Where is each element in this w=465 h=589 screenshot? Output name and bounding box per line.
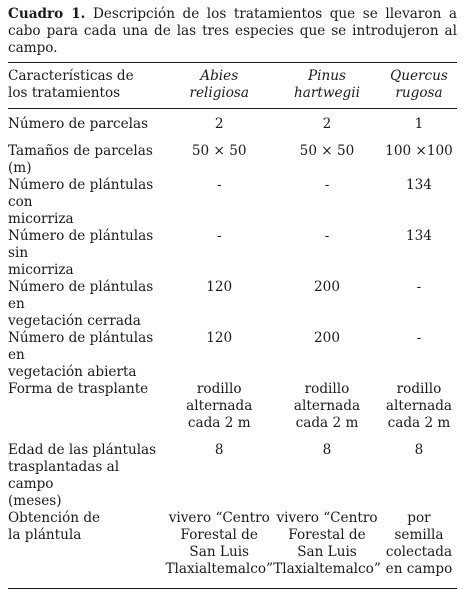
row-value-cell bbox=[165, 143, 273, 177]
caption-label: Cuadro 1. bbox=[8, 6, 86, 22]
row-value-line: 134 bbox=[406, 228, 432, 244]
row-value-line: 200 bbox=[314, 330, 340, 346]
row-value-line: 2 bbox=[214, 116, 224, 132]
species-epithet: hartwegii bbox=[294, 85, 360, 101]
row-value-cell bbox=[165, 177, 273, 228]
row-value-cell bbox=[165, 510, 273, 589]
row-value-line: alternada bbox=[293, 398, 361, 414]
row-value-line: vivero “Centro bbox=[276, 510, 378, 526]
table-row bbox=[8, 143, 457, 177]
row-value-line: colectada bbox=[385, 544, 453, 560]
row-label bbox=[8, 143, 165, 177]
treatments-table bbox=[8, 63, 457, 589]
row-value-line: 1 bbox=[414, 116, 424, 132]
row-label bbox=[8, 330, 165, 381]
row-value-cell bbox=[381, 381, 457, 442]
row-value-cell bbox=[273, 510, 381, 589]
row-value-cell bbox=[165, 228, 273, 279]
header-species-quercus bbox=[381, 63, 457, 109]
row-label-line: micorriza bbox=[8, 211, 74, 227]
table-body bbox=[8, 109, 457, 589]
row-value-cell bbox=[381, 442, 457, 510]
row-value-cell bbox=[381, 228, 457, 279]
row-value-cell bbox=[273, 143, 381, 177]
table-row bbox=[8, 109, 457, 144]
row-value-line: 8 bbox=[322, 442, 332, 458]
row-value-cell bbox=[165, 442, 273, 510]
row-value-line: por semilla bbox=[394, 510, 444, 543]
row-label-line: Número de plántulas con bbox=[8, 177, 154, 210]
row-value-line: Tlaxialtemalco” bbox=[273, 561, 381, 577]
row-value-line: vivero “Centro bbox=[168, 510, 270, 526]
row-label-line: Edad de las plántulas bbox=[8, 442, 157, 458]
row-label-line: Número de plántulas en bbox=[8, 279, 154, 312]
row-value-line: en campo bbox=[385, 561, 453, 577]
row-value-line: San Luis bbox=[297, 544, 357, 560]
row-value-cell bbox=[273, 330, 381, 381]
header-species-pinus bbox=[273, 63, 381, 109]
row-value-line: San Luis bbox=[189, 544, 250, 560]
row-value-line: 100 ×100 bbox=[385, 143, 453, 159]
header-species-abies bbox=[165, 63, 273, 109]
row-value-cell bbox=[381, 279, 457, 330]
row-label-line: Número de parcelas bbox=[8, 116, 149, 132]
row-value-line: rodillo bbox=[396, 381, 442, 397]
row-value-line: 8 bbox=[414, 442, 424, 458]
row-label bbox=[8, 510, 165, 589]
species-genus: Quercus bbox=[390, 68, 448, 84]
row-value-cell bbox=[165, 381, 273, 442]
row-value-cell bbox=[273, 381, 381, 442]
row-value-line: 50 × 50 bbox=[191, 143, 247, 159]
row-value-line: Forestal de bbox=[180, 527, 258, 543]
row-label-line: Obtención de bbox=[8, 510, 101, 526]
row-label-line: micorriza bbox=[8, 262, 74, 278]
row-value-line: - bbox=[416, 279, 422, 295]
table-caption bbox=[8, 6, 457, 57]
row-value-cell bbox=[165, 109, 273, 144]
row-value-cell bbox=[273, 228, 381, 279]
row-value-cell bbox=[165, 279, 273, 330]
row-value-line: Tlaxialtemalco” bbox=[165, 561, 274, 577]
row-value-line: 50 × 50 bbox=[299, 143, 355, 159]
row-value-cell bbox=[165, 330, 273, 381]
table-row bbox=[8, 442, 457, 510]
row-value-cell bbox=[381, 109, 457, 144]
row-value-cell bbox=[381, 177, 457, 228]
row-label-line: Forma de trasplante bbox=[8, 381, 149, 397]
table-row bbox=[8, 177, 457, 228]
row-value-line: cada 2 m bbox=[387, 415, 451, 431]
row-value-cell bbox=[381, 510, 457, 589]
row-value-cell bbox=[381, 330, 457, 381]
species-epithet: rugosa bbox=[395, 85, 443, 101]
row-value-cell bbox=[273, 442, 381, 510]
row-value-line: rodillo bbox=[196, 381, 242, 397]
row-value-line: 120 bbox=[206, 330, 233, 346]
row-label-line: Número de plántulas en bbox=[8, 330, 154, 363]
table-row bbox=[8, 510, 457, 589]
row-value-line: alternada bbox=[385, 398, 453, 414]
row-label-line: vegetación abierta bbox=[8, 364, 137, 380]
row-label bbox=[8, 442, 165, 510]
header-characteristics-line: los tratamientos bbox=[8, 85, 121, 101]
row-value-cell bbox=[273, 109, 381, 144]
row-label bbox=[8, 279, 165, 330]
header-characteristics bbox=[8, 63, 165, 109]
row-value-line: - bbox=[416, 330, 422, 346]
row-value-line: - bbox=[324, 228, 330, 244]
row-value-cell bbox=[273, 177, 381, 228]
row-value-cell bbox=[381, 143, 457, 177]
species-epithet: religiosa bbox=[189, 85, 250, 101]
table-row bbox=[8, 381, 457, 442]
row-value-line: - bbox=[216, 177, 222, 193]
row-label-line: trasplantadas al campo bbox=[8, 459, 120, 492]
table-row bbox=[8, 330, 457, 381]
row-label bbox=[8, 109, 165, 144]
row-value-line: 200 bbox=[314, 279, 340, 295]
row-label bbox=[8, 177, 165, 228]
row-value-line: 134 bbox=[406, 177, 432, 193]
species-genus: Abies bbox=[200, 68, 239, 84]
table-row bbox=[8, 279, 457, 330]
row-value-line: - bbox=[216, 228, 222, 244]
row-value-line: 8 bbox=[214, 442, 224, 458]
row-label-line: (meses) bbox=[8, 493, 62, 509]
row-value-line: cada 2 m bbox=[187, 415, 251, 431]
row-value-line: rodillo bbox=[304, 381, 350, 397]
row-value-line: 2 bbox=[322, 116, 332, 132]
row-value-cell bbox=[273, 279, 381, 330]
row-label bbox=[8, 381, 165, 442]
row-label-line: Número de plántulas sin bbox=[8, 228, 154, 261]
row-label-line: Tamaños de parcelas (m) bbox=[8, 143, 153, 176]
table-row bbox=[8, 228, 457, 279]
row-label-line: la plántula bbox=[8, 527, 82, 543]
row-value-line: 120 bbox=[206, 279, 233, 295]
row-label-line: vegetación cerrada bbox=[8, 313, 141, 329]
row-value-line: cada 2 m bbox=[295, 415, 359, 431]
header-row bbox=[8, 63, 457, 109]
row-label bbox=[8, 228, 165, 279]
row-value-line: - bbox=[324, 177, 330, 193]
header-characteristics-line: Características de bbox=[8, 68, 134, 84]
caption-text: Descripción de los tratamientos que se llevaron a cabo para cada una de las tres especies que se introdujeron al campo. bbox=[8, 6, 457, 56]
row-value-line: Forestal de bbox=[288, 527, 366, 543]
species-genus: Pinus bbox=[308, 68, 346, 84]
row-value-line: alternada bbox=[186, 398, 253, 414]
